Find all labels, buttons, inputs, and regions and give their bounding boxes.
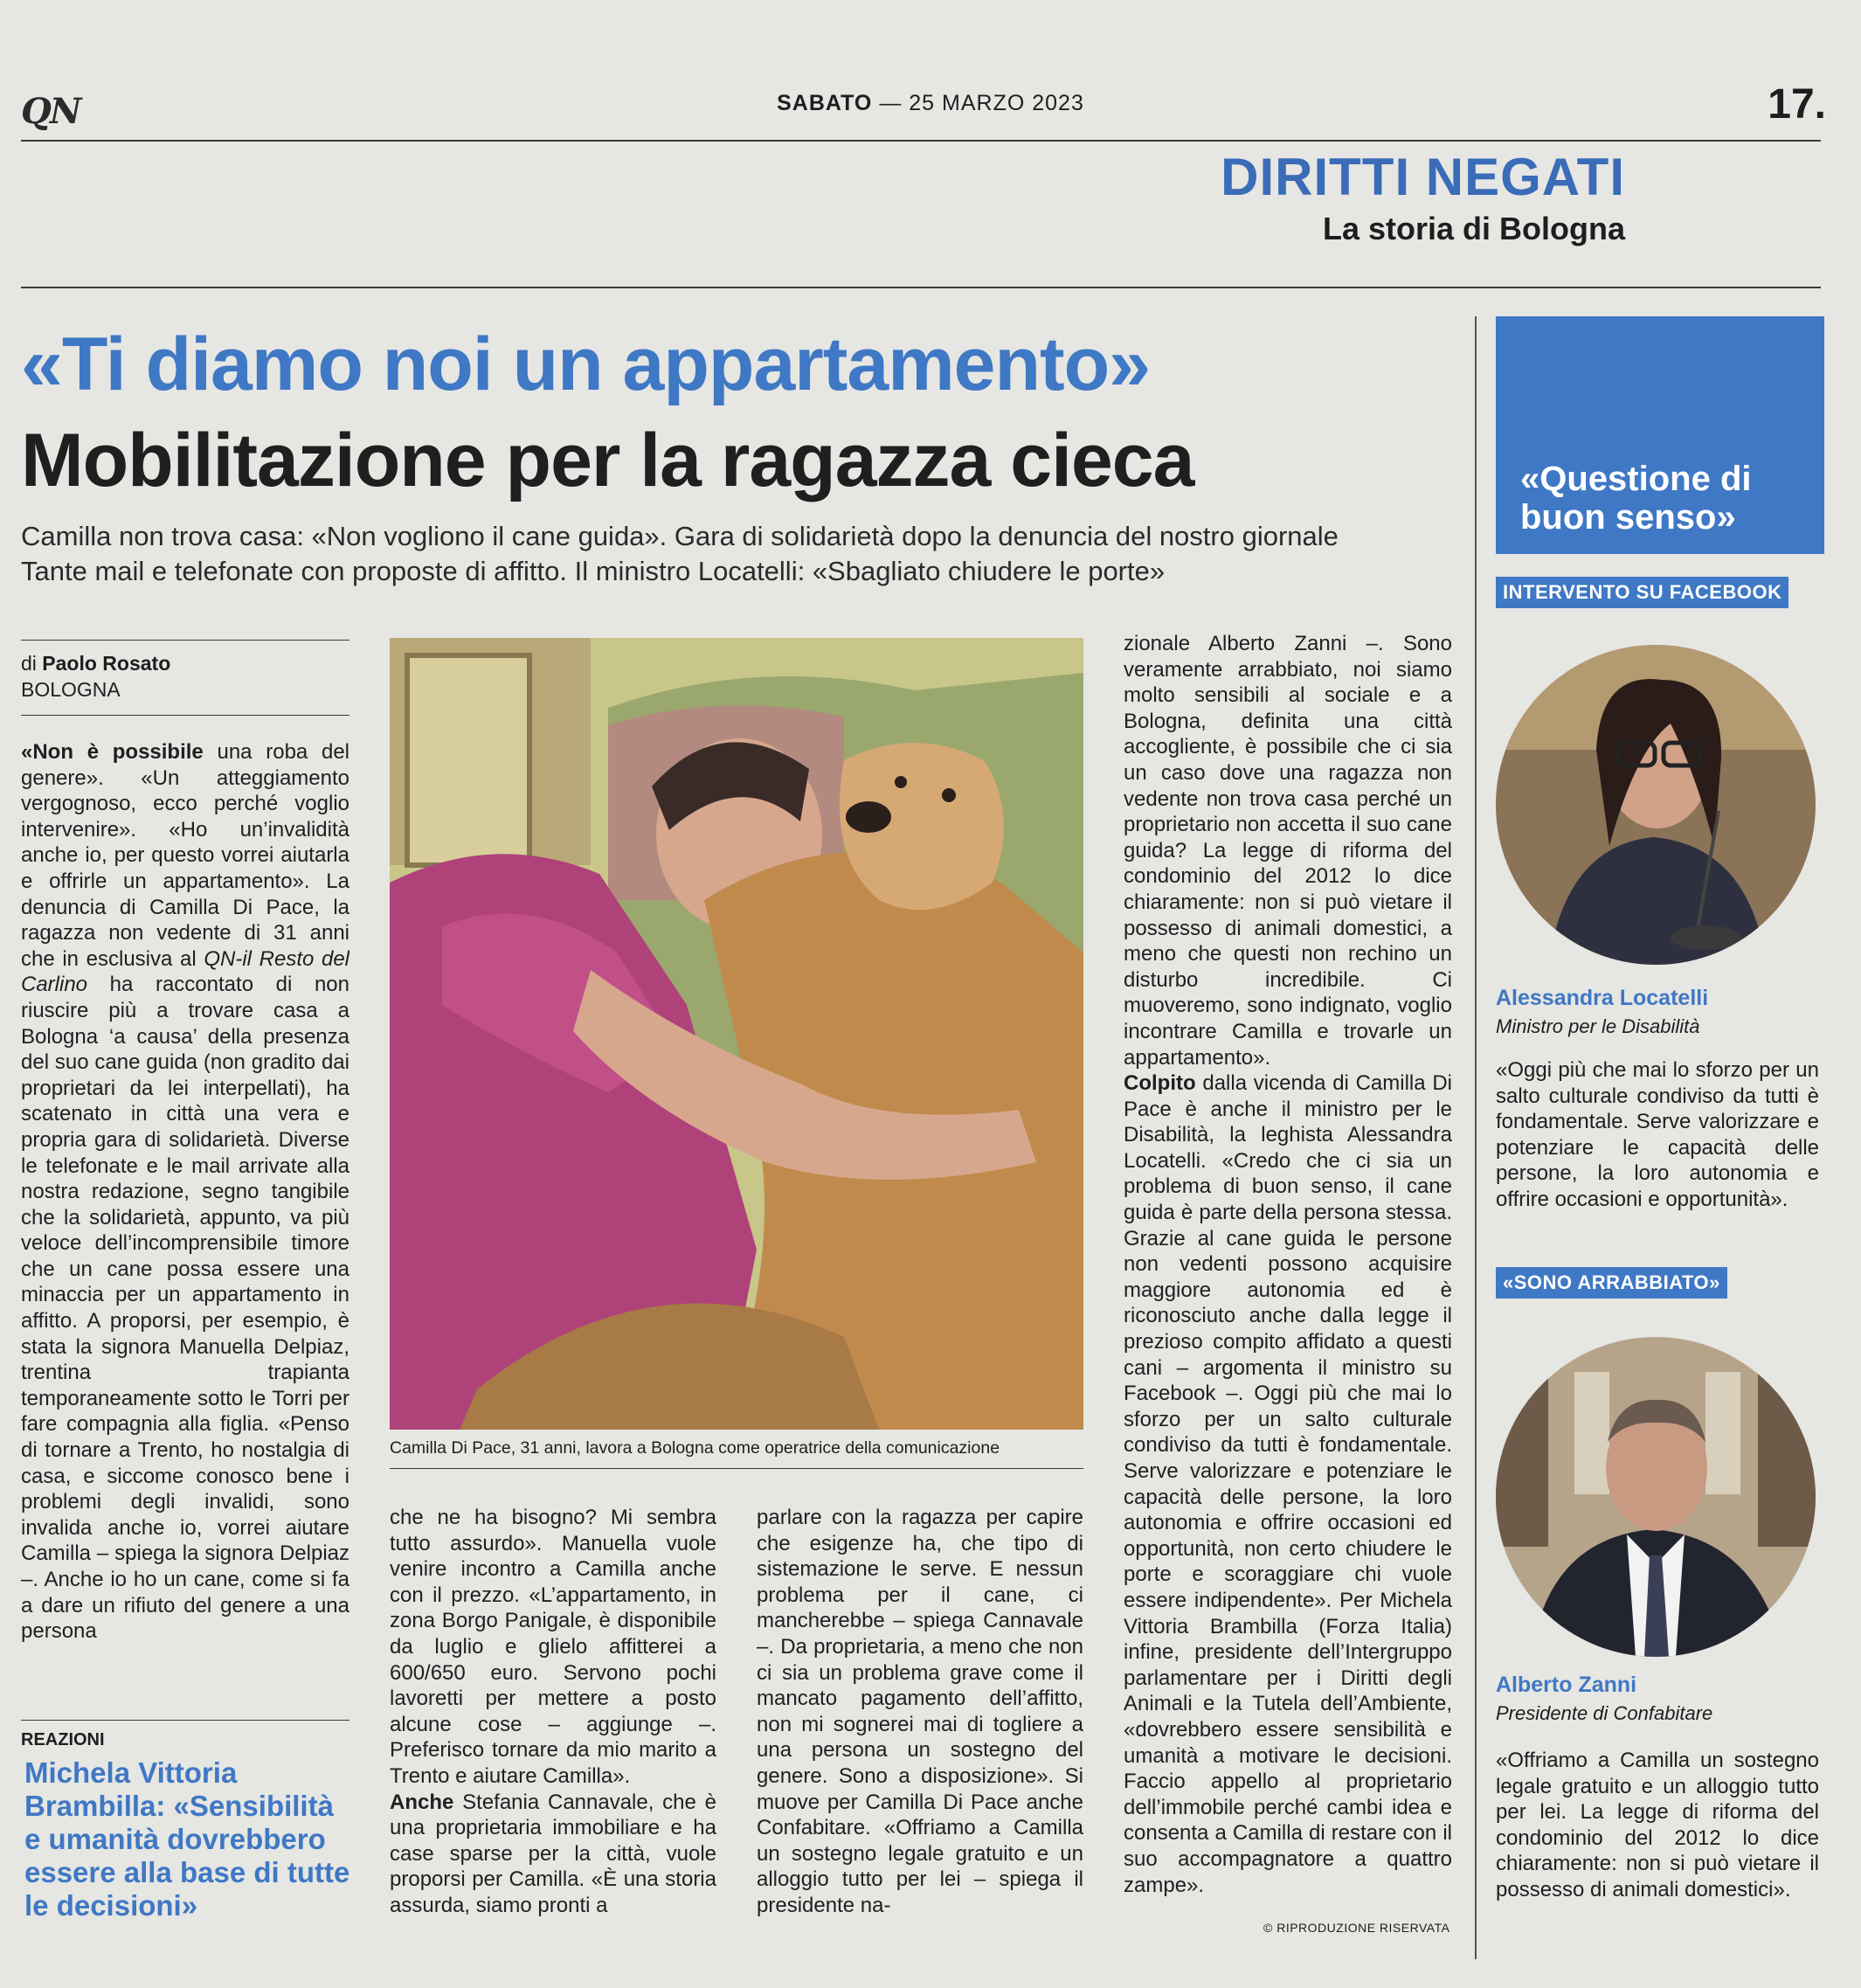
page-number: 17. <box>1768 81 1826 128</box>
photo-girl-with-dog <box>390 638 1083 1430</box>
sidebar-quote: «Questione di buon senso» <box>1520 460 1752 537</box>
article-column-1 <box>21 739 349 1692</box>
column-1-text <box>21 739 349 1645</box>
reazioni-quote: Michela Vittoria Brambilla: «Sensibilità e umanità dovrebbero essere alla base di tutte le decisioni» <box>24 1756 350 1922</box>
section-rule <box>21 287 1821 288</box>
reazioni-label: REAZIONI <box>21 1730 105 1749</box>
column-2-text <box>390 1505 716 1919</box>
column-2-body-a: che ne ha bisogno? Mi sembra tutto assurdo». Manuella vuole venire incontro a Camilla anche con il prezzo. «L’appartamento, in zona Borgo Panigale, è disponibile da luglio e glielo affitterei a 600/650 euro. Servono pochi lavoretti per mettere a posto alcune cose – aggiunge –. Preferisco tornare da mio marito a Trento e aiutare Camilla». <box>390 1506 716 1788</box>
byline-author: Paolo Rosato <box>42 652 171 675</box>
section-kicker: DIRITTI NEGATI <box>1221 148 1625 206</box>
caption-rule <box>390 1468 1083 1469</box>
person1-quote: «Oggi più che mai lo sforzo per un salto culturale condiviso da tutti è fondamentale. Serve valorizzare e potenziare le capacità delle persone, la loro autonomia e offrire occasioni e opportunità». <box>1496 1058 1819 1211</box>
masthead-rule <box>21 140 1821 142</box>
section-subtitle: La storia di Bologna <box>1322 211 1625 246</box>
issue-date-text: 25 MARZO 2023 <box>909 91 1084 115</box>
column-4-text <box>1124 631 1452 1898</box>
sidebar-quote-box <box>1496 316 1824 554</box>
person2-role: Presidente di Confabitare <box>1496 1702 1713 1724</box>
subheadline-line-1: Camilla non trova casa: «Non vogliono il cane guida». Gara di solidarietà dopo la denuncia del nostro giornale <box>21 521 1339 551</box>
issue-day: SABATO <box>777 91 873 115</box>
column-4-lead: Colpito <box>1124 1071 1196 1096</box>
portrait-locatelli <box>1496 645 1816 965</box>
copyright-notice: © RIPRODUZIONE RISERVATA <box>1263 1921 1450 1935</box>
section-header <box>1221 147 1625 247</box>
column-2-lead: Anche <box>390 1790 454 1814</box>
byline-place: BOLOGNA <box>21 678 121 701</box>
article-column-4 <box>1124 631 1452 1907</box>
subheadline-line-2: Tante mail e telefonate con proposte di affitto. Il ministro Locatelli: «Sbagliato chiudere le porte» <box>21 556 1166 586</box>
sidebar-divider <box>1475 316 1477 1959</box>
column-1-body-a: una roba del genere». «Un atteggiamento vergognoso, ecco perché voglio intervenire». «Ho un’invalidità anche io, per questo vorrei aiutarla e offrirle un appartamento». La denuncia di Camilla Di Pace, la ragazza non vedente di 31 anni che in esclusiva al <box>21 740 349 971</box>
reazioni-rule <box>21 1720 349 1721</box>
headline-main: Mobilitazione per la ragazza cieca <box>21 419 1194 502</box>
person1-role: Ministro per le Disabilità <box>1496 1015 1700 1037</box>
photo-caption: Camilla Di Pace, 31 anni, lavora a Bologna come operatrice della comunicazione <box>390 1438 1000 1458</box>
byline <box>21 650 170 703</box>
column-4-body-b: dalla vicenda di Camilla Di Pace è anche il ministro per le Disabilità, la leghista Alessandra Locatelli. «Credo che ci sia un problema di buon senso, il cane guida è parte della persona stessa. Grazie al cane guida le persone non vedenti possono acquisire maggiore autonomia ed è riconosciuto anche dalla legge il prezioso compito affidato a questi cani – argomenta il ministro su Facebook –. Oggi più che mai lo sforzo per un salto culturale condiviso da tutti è fondamentale. Serve valorizzare e potenziare le capacità delle persone, la loro autonomia e offrire occasioni ed opportunità, non certo chiudere le porte e scoraggiare chi vuole essere indipendente». Per Michela Vittoria Brambilla (Forza Italia) infine, presidente dell’Intergruppo parlamentare per i Diritti degli Animali e la Tutela dell’Ambiente, «dovrebbero essere sensibilità e umanità a motivare le decisioni. Faccio appello al proprietario dell’immobile perché cambi idea e consenta a Camilla di restare con il suo accompagnatore a quattro zampe». <box>1124 1071 1452 1897</box>
date-separator: — <box>879 91 903 115</box>
person2-name: Alberto Zanni <box>1496 1673 1637 1697</box>
byline-prefix: di <box>21 652 37 675</box>
person2-quote: «Offriamo a Camilla un sostegno legale gratuito e un alloggio tutto per lei. La legge di riforma del condominio del 2012 lo dice chiaramente: non si può vietare il possesso di animali domestici». <box>1496 1749 1819 1901</box>
person1-name: Alessandra Locatelli <box>1496 986 1709 1010</box>
subheadline <box>21 519 1463 589</box>
article-column-2 <box>390 1505 716 1959</box>
portrait-zanni-image <box>1496 1337 1816 1657</box>
byline-bottom-rule <box>21 715 349 716</box>
portrait-locatelli-image <box>1496 645 1816 965</box>
column-4-body-a: zionale Alberto Zanni –. Sono veramente arrabbiato, noi siamo molto sensibili al sociale e a Bologna, definita una città accogliente, è possibile che ci sia un caso dove una ragazza non vedente non trova casa perché un proprietario non accetta il suo cane guida? La legge di riforma del condominio del 2012 lo dice chiaramente: non si può vietare il possesso di animali domestici, a meno che questi non rechino un disturbo incredibile. Ci muoveremo, sono indignato, voglio incontrare Camilla e trovarle un appartamento». <box>1124 632 1452 1070</box>
tag-sono-arrabbiato: «SONO ARRABBIATO» <box>1496 1267 1727 1299</box>
column-1-lead: «Non è possibile <box>21 740 204 764</box>
article-column-3 <box>757 1505 1083 1959</box>
byline-rule <box>21 640 349 641</box>
newspaper-logo: QN <box>21 91 80 132</box>
tag-intervento-facebook: INTERVENTO SU FACEBOOK <box>1496 577 1788 608</box>
headline-quote: «Ti diamo noi un appartamento» <box>21 322 1151 406</box>
column-1-body-b: ha raccontato di non riuscire più a trovare casa a Bologna ‘a causa’ della presenza del suo cane guida (non gradito dai proprietari da lei interpellati), ha scatenato in città una vera e propria gara di solidarietà. Diverse le telefonate e le mail arrivate alla nostra redazione, segno tangibile che la solidarietà, appunto, va più veloce dell’incomprensibile timore che un cane possa essere una minaccia per un appartamento in affitto. A proporsi, per esempio, è stata la signora Manuella Delpiaz, trentina trapianta temporaneamente sotto le Torri per fare compagnia alla figlia. «Penso di tornare a Trento, ho nostalgia di casa, e siccome conosco bene i problemi degli invalidi, sono invalida anche io, vorrei aiutare Camilla – spiega la signora Delpiaz –. Anche io ho un cane, come si fa a dare un rifiuto del genere a una persona <box>21 973 349 1644</box>
article-photo <box>390 638 1083 1430</box>
issue-date <box>0 91 1861 116</box>
portrait-zanni <box>1496 1337 1816 1657</box>
column-1-italic: QN-il Resto del Carlino <box>21 946 349 997</box>
column-3-text: parlare con la ragazza per capire che esigenze ha, che tipo di sistemazione le serve. E nessun problema per il cane, ci mancherebbe – spiega Cannavale –. Da proprietaria, a meno che non ci sia un problema grave come il mancato pagamento dell’affitto, non mi sognerei mai di togliere a una persona un sostegno del genere. Sono a disposizione». Si muove per Camilla Di Pace anche Confabitare. «Offriamo a Camilla un sostegno legale gratuito e un alloggio tutto per lei – spiega il presidente na- <box>757 1506 1083 1917</box>
column-2-body-b: Stefania Cannavale, che è una proprietaria immobiliare e ha case sparse per la città, vuole proporsi per Camilla. «È una storia assurda, siamo pronti a <box>390 1790 716 1917</box>
